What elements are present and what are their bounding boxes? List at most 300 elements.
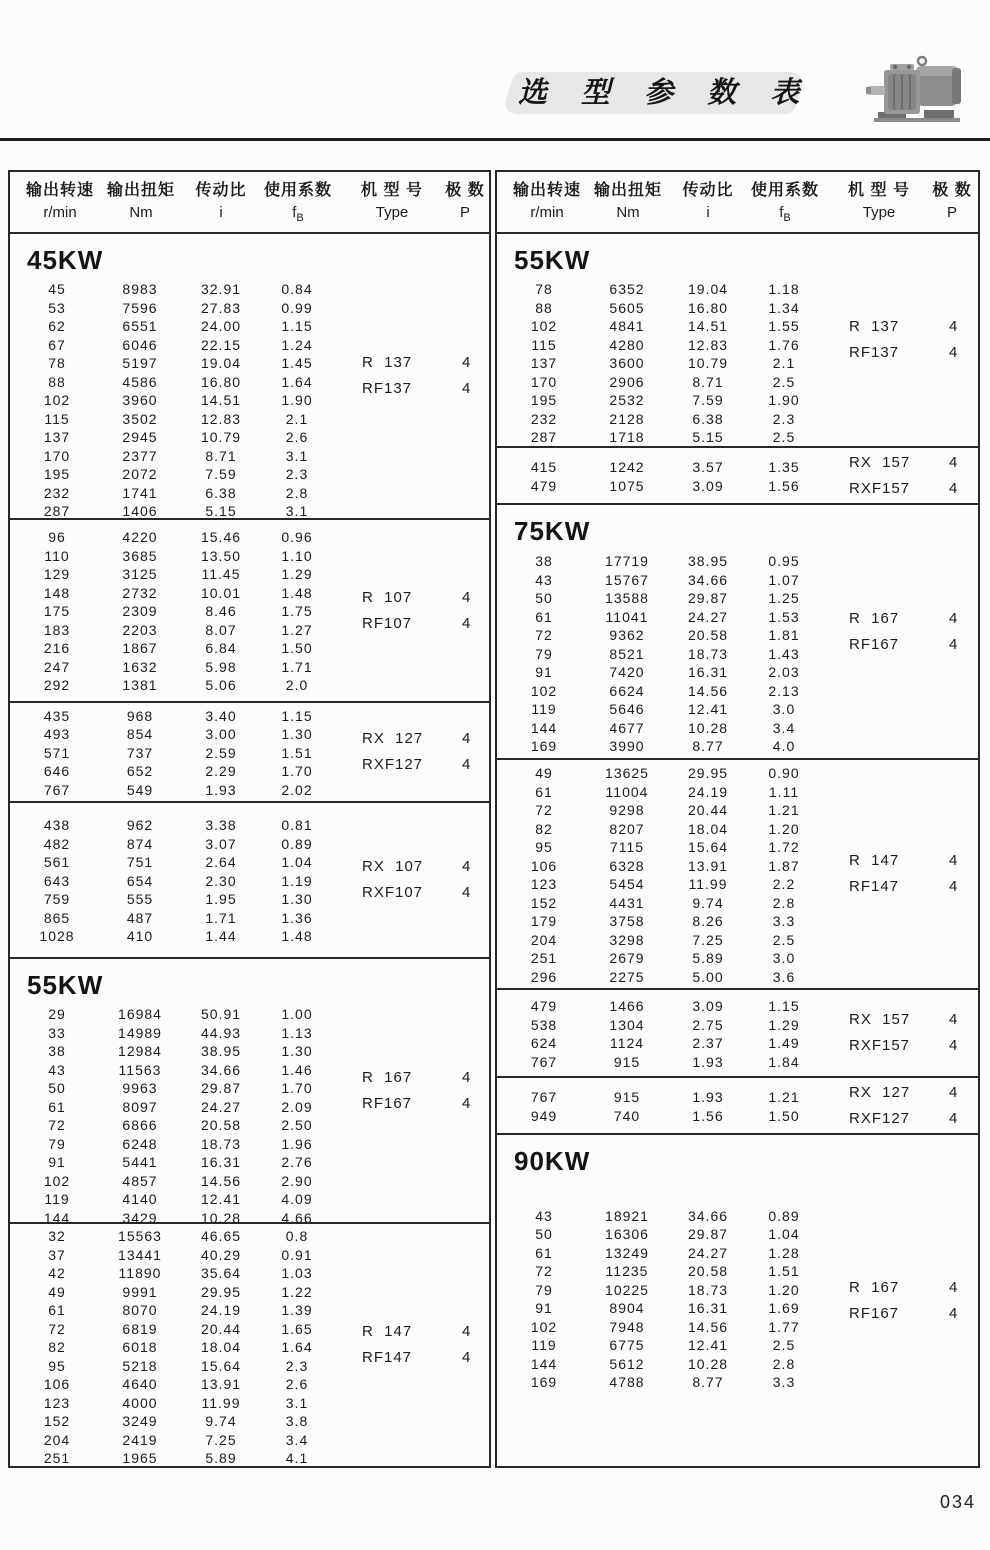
output-speed-value: 479: [530, 477, 558, 494]
ratio-value: 2.75: [692, 1016, 724, 1033]
type-cell: [362, 1319, 412, 1371]
col-torque-unit: Nm: [616, 204, 640, 221]
ratio-value: 14.51: [200, 392, 242, 408]
service-factor-value: 1.30: [281, 726, 313, 743]
output-torque-value: 6775: [609, 1337, 645, 1353]
type-value: RF167: [849, 635, 900, 653]
ratio-value: 12.41: [200, 1191, 242, 1207]
output-torque-value: 18921: [605, 1207, 649, 1224]
table-row: [497, 645, 843, 664]
table-row: [497, 1262, 843, 1281]
poles-value: 4: [949, 453, 958, 471]
table-row: [10, 1061, 356, 1080]
data-rows: [10, 280, 356, 518]
service-factor-value: 1.56: [768, 477, 800, 494]
data-block: [497, 758, 978, 988]
table-row: [10, 299, 356, 318]
ratio-value: 24.27: [200, 1098, 242, 1115]
ratio-value: 10.28: [200, 1209, 242, 1222]
type-value: RX 107: [362, 858, 424, 875]
type-value: RF147: [362, 1349, 413, 1366]
poles-value: 4: [949, 344, 958, 361]
output-speed-value: 72: [48, 1117, 66, 1133]
output-speed-value: 148: [43, 584, 71, 601]
table-left-header: [10, 172, 489, 234]
service-factor-value: 1.18: [768, 281, 800, 297]
ratio-value: 34.66: [200, 1061, 242, 1078]
data-rows: [497, 990, 843, 1071]
output-torque-value: 2072: [122, 466, 158, 482]
ratio-value: 35.64: [200, 1265, 242, 1281]
ratio-value: 50.91: [200, 1006, 242, 1022]
service-factor-value: 1.11: [768, 783, 800, 800]
service-factor-value: 0.96: [281, 529, 313, 546]
table-row: [10, 1153, 356, 1172]
table-row: [497, 894, 843, 913]
output-speed-value: 624: [530, 1035, 558, 1051]
col-type-label: 机 型 号: [848, 182, 910, 199]
output-torque-value: 13588: [605, 590, 649, 607]
service-factor-value: 2.3: [285, 1357, 309, 1374]
ratio-value: 12.41: [687, 1337, 729, 1353]
service-factor-value: 1.20: [768, 1281, 800, 1298]
output-torque-value: 874: [126, 835, 154, 852]
service-factor-value: 1.46: [281, 1061, 313, 1078]
col-service-factor-unit: $f_B$: [292, 204, 304, 224]
output-torque-value: 5454: [609, 876, 645, 892]
output-speed-value: 119: [531, 701, 557, 718]
table-row: [497, 280, 843, 299]
output-speed-value: 79: [535, 1281, 553, 1298]
service-factor-value: 1.30: [281, 891, 313, 908]
table-row: [10, 744, 356, 763]
data-block: [497, 503, 978, 758]
service-factor-value: 1.96: [281, 1135, 313, 1152]
poles-value: 4: [949, 852, 958, 869]
service-factor-value: 1.43: [768, 645, 800, 662]
service-factor-value: 1.51: [281, 744, 313, 761]
service-factor-value: 1.72: [768, 839, 800, 855]
service-factor-value: 4.1: [285, 1450, 309, 1466]
ratio-value: 24.27: [687, 608, 729, 625]
output-speed-value: 643: [43, 872, 71, 889]
ratio-value: 20.58: [200, 1117, 242, 1133]
output-speed-value: 561: [43, 854, 71, 871]
output-torque-value: 13249: [605, 1244, 649, 1261]
ratio-value: 2.30: [205, 872, 237, 889]
output-torque-value: 8904: [609, 1300, 645, 1316]
output-speed-value: 72: [48, 1320, 66, 1337]
ratio-value: 16.80: [200, 373, 242, 390]
service-factor-value: 1.48: [281, 928, 313, 945]
output-torque-value: 652: [126, 763, 154, 780]
output-speed-value: 123: [530, 876, 558, 892]
output-torque-value: 2532: [609, 392, 645, 408]
service-factor-value: 1.39: [281, 1302, 313, 1318]
output-speed-value: 50: [48, 1080, 66, 1096]
table-row: [497, 1244, 843, 1263]
output-torque-value: 9362: [609, 627, 645, 644]
ratio-value: 5.00: [692, 968, 724, 985]
ratio-value: 6.38: [205, 484, 237, 501]
ratio-value: 29.95: [687, 765, 729, 781]
output-torque-value: 8070: [122, 1302, 158, 1318]
output-speed-value: 123: [43, 1394, 71, 1411]
ratio-value: 38.95: [687, 553, 729, 570]
table-row: [497, 949, 843, 968]
service-factor-value: 1.76: [768, 336, 800, 353]
ratio-value: 8.71: [692, 373, 724, 390]
type-value: R 147: [362, 1323, 413, 1340]
col-speed-label: 输出转速: [25, 182, 95, 199]
type-cell: [362, 585, 412, 637]
output-speed-value: 61: [48, 1302, 66, 1318]
service-factor-value: 1.87: [768, 857, 800, 874]
output-speed-value: 169: [530, 1374, 558, 1390]
output-torque-value: 1124: [609, 1035, 645, 1051]
output-torque-value: 1381: [122, 677, 158, 694]
output-torque-value: 11235: [605, 1263, 649, 1279]
service-factor-value: 2.6: [285, 429, 309, 445]
ratio-value: 3.00: [205, 726, 237, 743]
service-factor-value: 3.4: [772, 719, 796, 736]
table-row: [10, 927, 356, 946]
page-title: 选 型 参 数 表: [518, 77, 813, 109]
service-factor-value: 0.81: [281, 817, 313, 834]
table-row: [10, 465, 356, 484]
poles-value: 4: [462, 858, 471, 875]
table-row: [497, 931, 843, 950]
table-row: [10, 428, 356, 447]
table-row: [10, 1357, 356, 1376]
type-value: RXF157: [849, 479, 911, 497]
output-speed-value: 43: [48, 1061, 66, 1078]
data-block: [10, 701, 489, 801]
data-rows: [10, 1005, 356, 1222]
output-torque-value: 854: [126, 726, 154, 743]
output-speed-value: 204: [43, 1431, 71, 1448]
section-heading: 75KW: [514, 516, 591, 546]
ratio-value: 16.31: [687, 1300, 729, 1316]
table-row: [10, 584, 356, 603]
output-speed-value: 61: [48, 1098, 66, 1115]
ratio-value: 1.44: [205, 928, 237, 945]
ratio-value: 16.31: [200, 1154, 242, 1170]
table-row: [497, 875, 843, 894]
ratio-value: 12.41: [687, 701, 729, 718]
output-torque-value: 4677: [609, 719, 645, 736]
ratio-value: 24.00: [200, 318, 242, 334]
type-cell: [849, 606, 899, 658]
service-factor-value: 1.77: [768, 1318, 800, 1335]
output-torque-value: 11563: [118, 1061, 162, 1078]
output-speed-value: 175: [43, 603, 71, 620]
ratio-value: 20.44: [200, 1320, 242, 1337]
output-torque-value: 2275: [609, 968, 645, 985]
output-torque-value: 9991: [122, 1283, 158, 1300]
data-rows: [10, 703, 356, 799]
output-torque-value: 15563: [118, 1228, 162, 1244]
output-speed-value: 115: [44, 410, 70, 427]
table-row: [497, 1299, 843, 1318]
service-factor-value: 2.6: [285, 1376, 309, 1392]
type-value: R 167: [849, 1278, 900, 1296]
poles-value: 4: [462, 884, 471, 901]
ratio-value: 10.79: [200, 429, 242, 445]
type-value: RX 127: [849, 1083, 911, 1101]
table-row: [10, 354, 356, 373]
table-row: [10, 1116, 356, 1135]
ratio-value: 2.59: [205, 744, 237, 761]
table-row: [10, 639, 356, 658]
output-speed-value: 79: [535, 645, 553, 662]
table-row: [10, 336, 356, 355]
col-torque-label: 输出扭矩: [593, 182, 663, 199]
output-speed-value: 43: [535, 571, 553, 588]
output-speed-value: 415: [530, 459, 558, 475]
ratio-value: 24.19: [687, 783, 729, 800]
service-factor-value: 1.19: [281, 872, 313, 889]
output-torque-value: 5605: [609, 299, 645, 316]
data-block: [10, 518, 489, 701]
service-factor-value: 1.27: [281, 621, 313, 638]
service-factor-value: 1.64: [281, 1339, 313, 1355]
output-speed-value: 479: [530, 998, 558, 1014]
service-factor-value: 2.90: [281, 1172, 313, 1189]
type-value: RF107: [362, 614, 413, 632]
service-factor-value: 0.90: [768, 765, 800, 781]
output-speed-value: 438: [43, 817, 71, 834]
output-speed-value: 102: [43, 1172, 71, 1189]
table-row: [497, 1107, 843, 1126]
ratio-value: 20.58: [687, 627, 729, 644]
output-speed-value: 137: [530, 355, 558, 371]
header-rule: [0, 138, 990, 141]
ratio-value: 14.56: [200, 1172, 242, 1189]
type-cell: [362, 1065, 412, 1117]
service-factor-value: 2.8: [772, 894, 796, 911]
poles-value: 4: [949, 609, 958, 627]
table-row: [10, 447, 356, 466]
service-factor-value: 1.15: [281, 318, 313, 334]
output-torque-value: 5646: [609, 701, 645, 718]
output-torque-value: 3125: [122, 566, 158, 583]
poles-cell: [462, 726, 470, 778]
table-row: [497, 1088, 843, 1107]
output-torque-value: 968: [126, 707, 154, 724]
output-speed-value: 110: [44, 547, 70, 564]
poles-value: 4: [462, 1349, 471, 1366]
service-factor-value: 2.1: [285, 410, 309, 427]
poles-value: 4: [949, 635, 958, 653]
table-row: [10, 835, 356, 854]
service-factor-value: 1.21: [768, 802, 800, 818]
table-row: [10, 502, 356, 518]
output-torque-value: 5197: [122, 355, 158, 371]
ratio-value: 10.79: [687, 355, 729, 371]
table-right: [495, 170, 980, 1468]
output-speed-value: 50: [535, 590, 553, 607]
output-torque-value: 2128: [609, 410, 645, 427]
ratio-value: 1.93: [692, 1053, 724, 1070]
table-row: [10, 280, 356, 299]
output-speed-value: 78: [48, 355, 66, 371]
service-factor-value: 0.91: [281, 1246, 313, 1263]
output-speed-value: 296: [530, 968, 558, 985]
output-torque-value: 6352: [609, 281, 645, 297]
ratio-value: 3.40: [205, 707, 237, 724]
output-torque-value: 737: [126, 744, 154, 761]
ratio-value: 18.73: [687, 1281, 729, 1298]
table-left-body: [10, 234, 489, 1466]
output-torque-value: 5218: [122, 1357, 158, 1374]
ratio-value: 46.65: [200, 1228, 242, 1244]
table-row: [497, 764, 843, 783]
output-torque-value: 8097: [122, 1098, 158, 1115]
table-row: [10, 484, 356, 503]
poles-cell: [949, 1275, 957, 1327]
poles-value: 4: [462, 730, 471, 747]
output-speed-value: 119: [44, 1191, 70, 1207]
type-cell: [849, 1080, 910, 1132]
service-factor-value: 1.00: [281, 1006, 313, 1022]
service-factor-value: 1.71: [281, 658, 313, 675]
ratio-value: 9.74: [692, 894, 724, 911]
table-row: [10, 1449, 356, 1466]
ratio-value: 2.37: [692, 1035, 724, 1051]
type-cell: [849, 1007, 910, 1059]
type-value: RXF107: [362, 884, 424, 901]
type-value: RF137: [849, 344, 900, 361]
output-speed-value: 91: [535, 664, 553, 681]
ratio-value: 1.56: [692, 1107, 724, 1124]
service-factor-value: 1.81: [768, 627, 800, 644]
output-speed-value: 144: [530, 719, 558, 736]
table-row: [10, 1246, 356, 1265]
output-torque-value: 1406: [122, 503, 158, 518]
output-torque-value: 2309: [122, 603, 158, 620]
output-speed-value: 232: [530, 410, 558, 427]
table-row: [10, 1227, 356, 1246]
output-speed-value: 646: [43, 763, 71, 780]
output-speed-value: 195: [530, 392, 558, 408]
table-row: [10, 1264, 356, 1283]
ratio-value: 8.07: [205, 621, 237, 638]
table-row: [497, 317, 843, 336]
data-rows: [497, 280, 843, 446]
service-factor-value: 2.5: [772, 373, 796, 390]
output-torque-value: 3429: [122, 1209, 158, 1222]
service-factor-value: 1.64: [281, 373, 313, 390]
ratio-value: 14.56: [687, 1318, 729, 1335]
col-speed-unit: r/min: [43, 204, 77, 221]
table-row: [497, 682, 843, 701]
output-speed-value: 49: [535, 765, 553, 781]
service-factor-value: 1.45: [281, 355, 313, 371]
output-speed-value: 45: [48, 281, 66, 297]
output-torque-value: 2377: [122, 447, 158, 464]
ratio-value: 16.80: [687, 299, 729, 316]
page-number: 034: [939, 1492, 976, 1512]
ratio-value: 5.15: [692, 429, 724, 445]
table-row: [497, 589, 843, 608]
data-block: [497, 446, 978, 503]
output-speed-value: 204: [530, 931, 558, 948]
table-row: [10, 890, 356, 909]
ratio-value: 2.64: [205, 854, 237, 871]
table-row: [10, 1209, 356, 1223]
table-row: [10, 391, 356, 410]
data-block: [10, 801, 489, 957]
service-factor-value: 1.90: [768, 392, 800, 408]
service-factor-value: 1.25: [768, 590, 800, 607]
poles-cell: [462, 350, 470, 402]
data-block: [497, 988, 978, 1076]
service-factor-value: 1.48: [281, 584, 313, 601]
output-torque-value: 740: [613, 1107, 641, 1124]
output-torque-value: 16984: [118, 1006, 162, 1022]
output-speed-value: 72: [535, 1263, 553, 1279]
table-row: [10, 1431, 356, 1450]
poles-value: 4: [949, 1109, 958, 1127]
table-row: [497, 1281, 843, 1300]
output-speed-value: 38: [48, 1043, 66, 1059]
ratio-value: 1.71: [205, 909, 237, 926]
service-factor-value: 3.4: [285, 1431, 309, 1448]
service-factor-value: 1.15: [768, 998, 800, 1014]
output-torque-value: 13441: [118, 1246, 162, 1263]
table-left: [8, 170, 491, 1468]
table-row: [10, 1375, 356, 1394]
ratio-value: 1.93: [692, 1089, 724, 1105]
table-row: [10, 1301, 356, 1320]
output-speed-value: 102: [530, 682, 558, 699]
service-factor-value: 4.0: [772, 738, 796, 755]
ratio-value: 15.64: [200, 1357, 242, 1374]
service-factor-value: 3.1: [285, 1394, 309, 1411]
output-speed-value: 179: [530, 913, 558, 929]
table-row: [10, 853, 356, 872]
output-torque-value: 15767: [605, 571, 649, 588]
service-factor-value: 1.15: [281, 707, 313, 724]
output-speed-value: 91: [48, 1154, 66, 1170]
output-torque-value: 8207: [609, 820, 645, 837]
output-torque-value: 1632: [122, 658, 158, 675]
output-torque-value: 6866: [122, 1117, 158, 1133]
output-speed-value: 95: [48, 1357, 66, 1374]
table-row: [10, 725, 356, 744]
ratio-value: 7.25: [692, 931, 724, 948]
poles-cell: [462, 585, 470, 637]
service-factor-value: 1.70: [281, 763, 313, 780]
table-row: [497, 1016, 843, 1035]
output-torque-value: 11004: [605, 783, 649, 800]
ratio-value: 3.09: [692, 998, 724, 1014]
output-speed-value: 102: [530, 318, 558, 334]
output-speed-value: 82: [48, 1339, 66, 1355]
service-factor-value: 1.29: [281, 566, 313, 583]
selection-tables: [8, 170, 980, 1468]
service-factor-value: 2.03: [768, 664, 800, 681]
table-row: [10, 781, 356, 800]
output-torque-value: 1075: [609, 477, 645, 494]
ratio-value: 8.77: [692, 1374, 724, 1390]
service-factor-value: 1.35: [768, 459, 800, 475]
table-row: [497, 373, 843, 392]
ratio-value: 18.04: [200, 1339, 242, 1355]
poles-value: 4: [462, 354, 471, 371]
table-row: [497, 571, 843, 590]
